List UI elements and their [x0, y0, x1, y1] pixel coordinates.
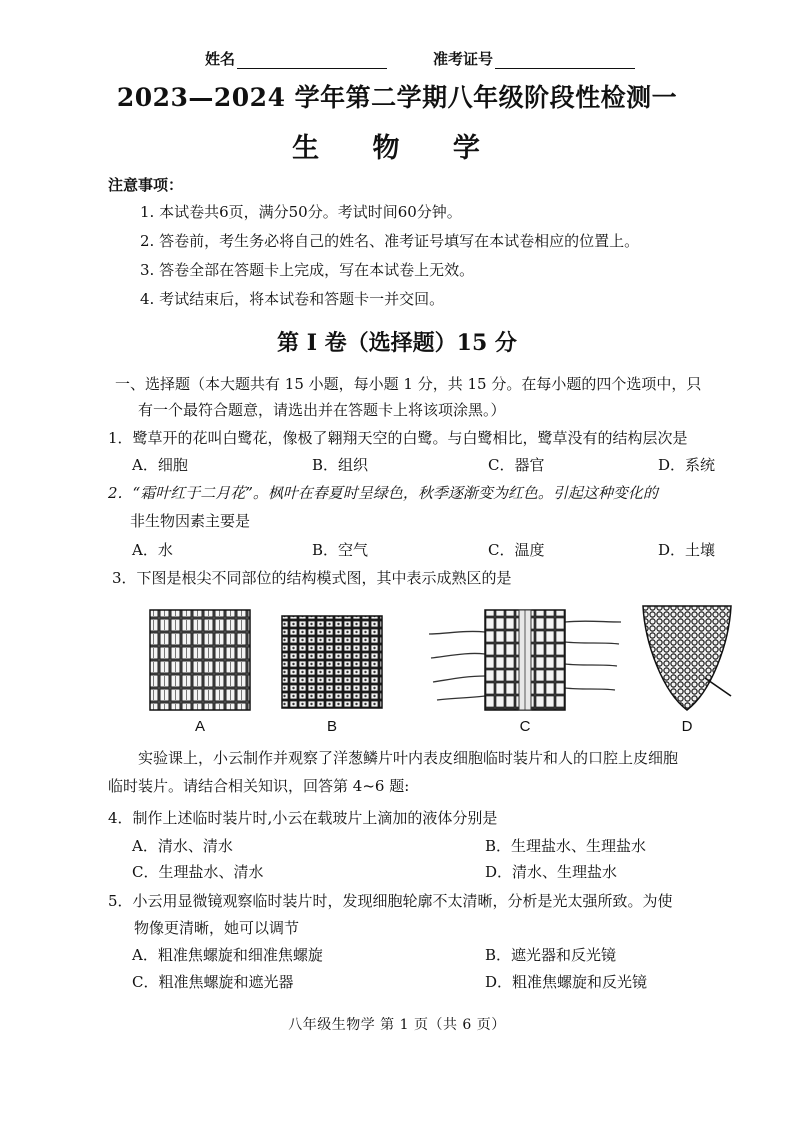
- figure-a: [148, 604, 252, 734]
- figure-d: [635, 604, 739, 734]
- option-a: A．水: [132, 541, 173, 559]
- instruction-line: 有一个最符合题意，请选出并在答题卡上将该项涂黑。）: [138, 401, 506, 419]
- question-stem: 4．制作上述临时装片时,小云在载玻片上滴加的液体分别是: [108, 809, 498, 827]
- question-stem: 物像更清晰，她可以调节: [134, 919, 300, 937]
- candidate-info: [205, 48, 665, 70]
- notice-item: 1. 本试卷共6页，满分50分。考试时间60分钟。: [140, 203, 462, 221]
- name-field[interactable]: [205, 48, 387, 69]
- question-stem: 2．“霜叶红于二月花”。枫叶在春夏时呈绿色，秋季逐渐变为红色。引起这种变化的: [108, 484, 658, 502]
- option-c: C．生理盐水、清水: [132, 863, 264, 881]
- option-b: B．遮光器和反光镜: [485, 946, 617, 964]
- option-c: C．粗准焦螺旋和遮光器: [132, 973, 294, 991]
- option-d: D．清水、生理盐水: [485, 863, 618, 881]
- question-stem: 5．小云用显微镜观察临时装片时，发现细胞轮廓不太清晰，分析是光太强所致。为使: [108, 892, 673, 910]
- notice-item: 3. 答卷全部在答题卡上完成，写在本试卷上无效。: [140, 261, 475, 279]
- notice-item: 2. 答卷前，考生务必将自己的姓名、准考证号填写在本试卷相应的位置上。: [140, 232, 640, 250]
- section-title: 第 I 卷（选择题）15 分: [277, 330, 517, 356]
- option-d: D．粗准焦螺旋和反光镜: [485, 973, 648, 991]
- subject-title: 生 物 学: [292, 133, 502, 164]
- context-line: 实验课上，小云制作并观察了洋葱鳞片叶内表皮细胞临时装片和人的口腔上皮细胞: [138, 749, 679, 767]
- elongation-zone-drawing: [148, 604, 252, 714]
- meristem-zone-drawing: [280, 604, 384, 714]
- figure-label-c: C: [519, 718, 531, 735]
- notice-list: [140, 198, 760, 314]
- page-footer: 八年级生物学 第 1 页（共 6 页）: [288, 1017, 506, 1033]
- instruction-line: 一、选择题（本大题共有 15 小题，每小题 1 分，共 15 分。在每小题的四个选项中，只: [115, 375, 702, 393]
- figure-label-a: A: [194, 718, 205, 735]
- exam-id-field[interactable]: [433, 48, 635, 69]
- option-b: B．生理盐水、生理盐水: [485, 837, 647, 855]
- maturation-zone-drawing: [425, 604, 625, 714]
- option-a: A．粗准焦螺旋和细准焦螺旋: [132, 946, 323, 964]
- exam-id-label: 准考证号: [433, 50, 494, 68]
- notice-heading: 注意事项：: [108, 176, 184, 194]
- question-stem: 非生物因素主要是: [130, 512, 251, 530]
- notice-item: 4. 考试结束后，将本试卷和答题卡一并交回。: [140, 290, 445, 308]
- option-d: D．系统: [658, 456, 716, 474]
- root-cap-drawing: [635, 604, 739, 714]
- context-line: 临时装片。请结合相关知识，回答第 4~6 题:: [108, 777, 410, 795]
- question-stem: 3．下图是根尖不同部位的结构模式图，其中表示成熟区的是: [112, 569, 512, 587]
- question-stem: 1．鹭草开的花叫白鹭花，像极了翱翔天空的白鹭。与白鹭相比，鹭草没有的结构层次是: [108, 429, 688, 447]
- option-c: C．器官: [488, 456, 545, 474]
- option-b: B．空气: [312, 541, 369, 559]
- figure-label-b: B: [326, 718, 337, 735]
- option-a: A．清水、清水: [132, 837, 233, 855]
- option-b: B．组织: [312, 456, 369, 474]
- figure-b: [280, 604, 384, 734]
- figure-label-d: D: [681, 718, 693, 735]
- name-label: 姓名: [205, 50, 236, 68]
- option-c: C．温度: [488, 541, 545, 559]
- exam-title: 2023—2024 学年第二学期八年级阶段性检测一: [116, 83, 678, 112]
- figure-c: [425, 604, 625, 734]
- option-d: D．土壤: [658, 541, 716, 559]
- exam-id-blank-line[interactable]: [495, 52, 635, 69]
- option-a: A．细胞: [132, 456, 188, 474]
- name-blank-line[interactable]: [237, 52, 387, 69]
- root-tip-figures: [140, 604, 730, 734]
